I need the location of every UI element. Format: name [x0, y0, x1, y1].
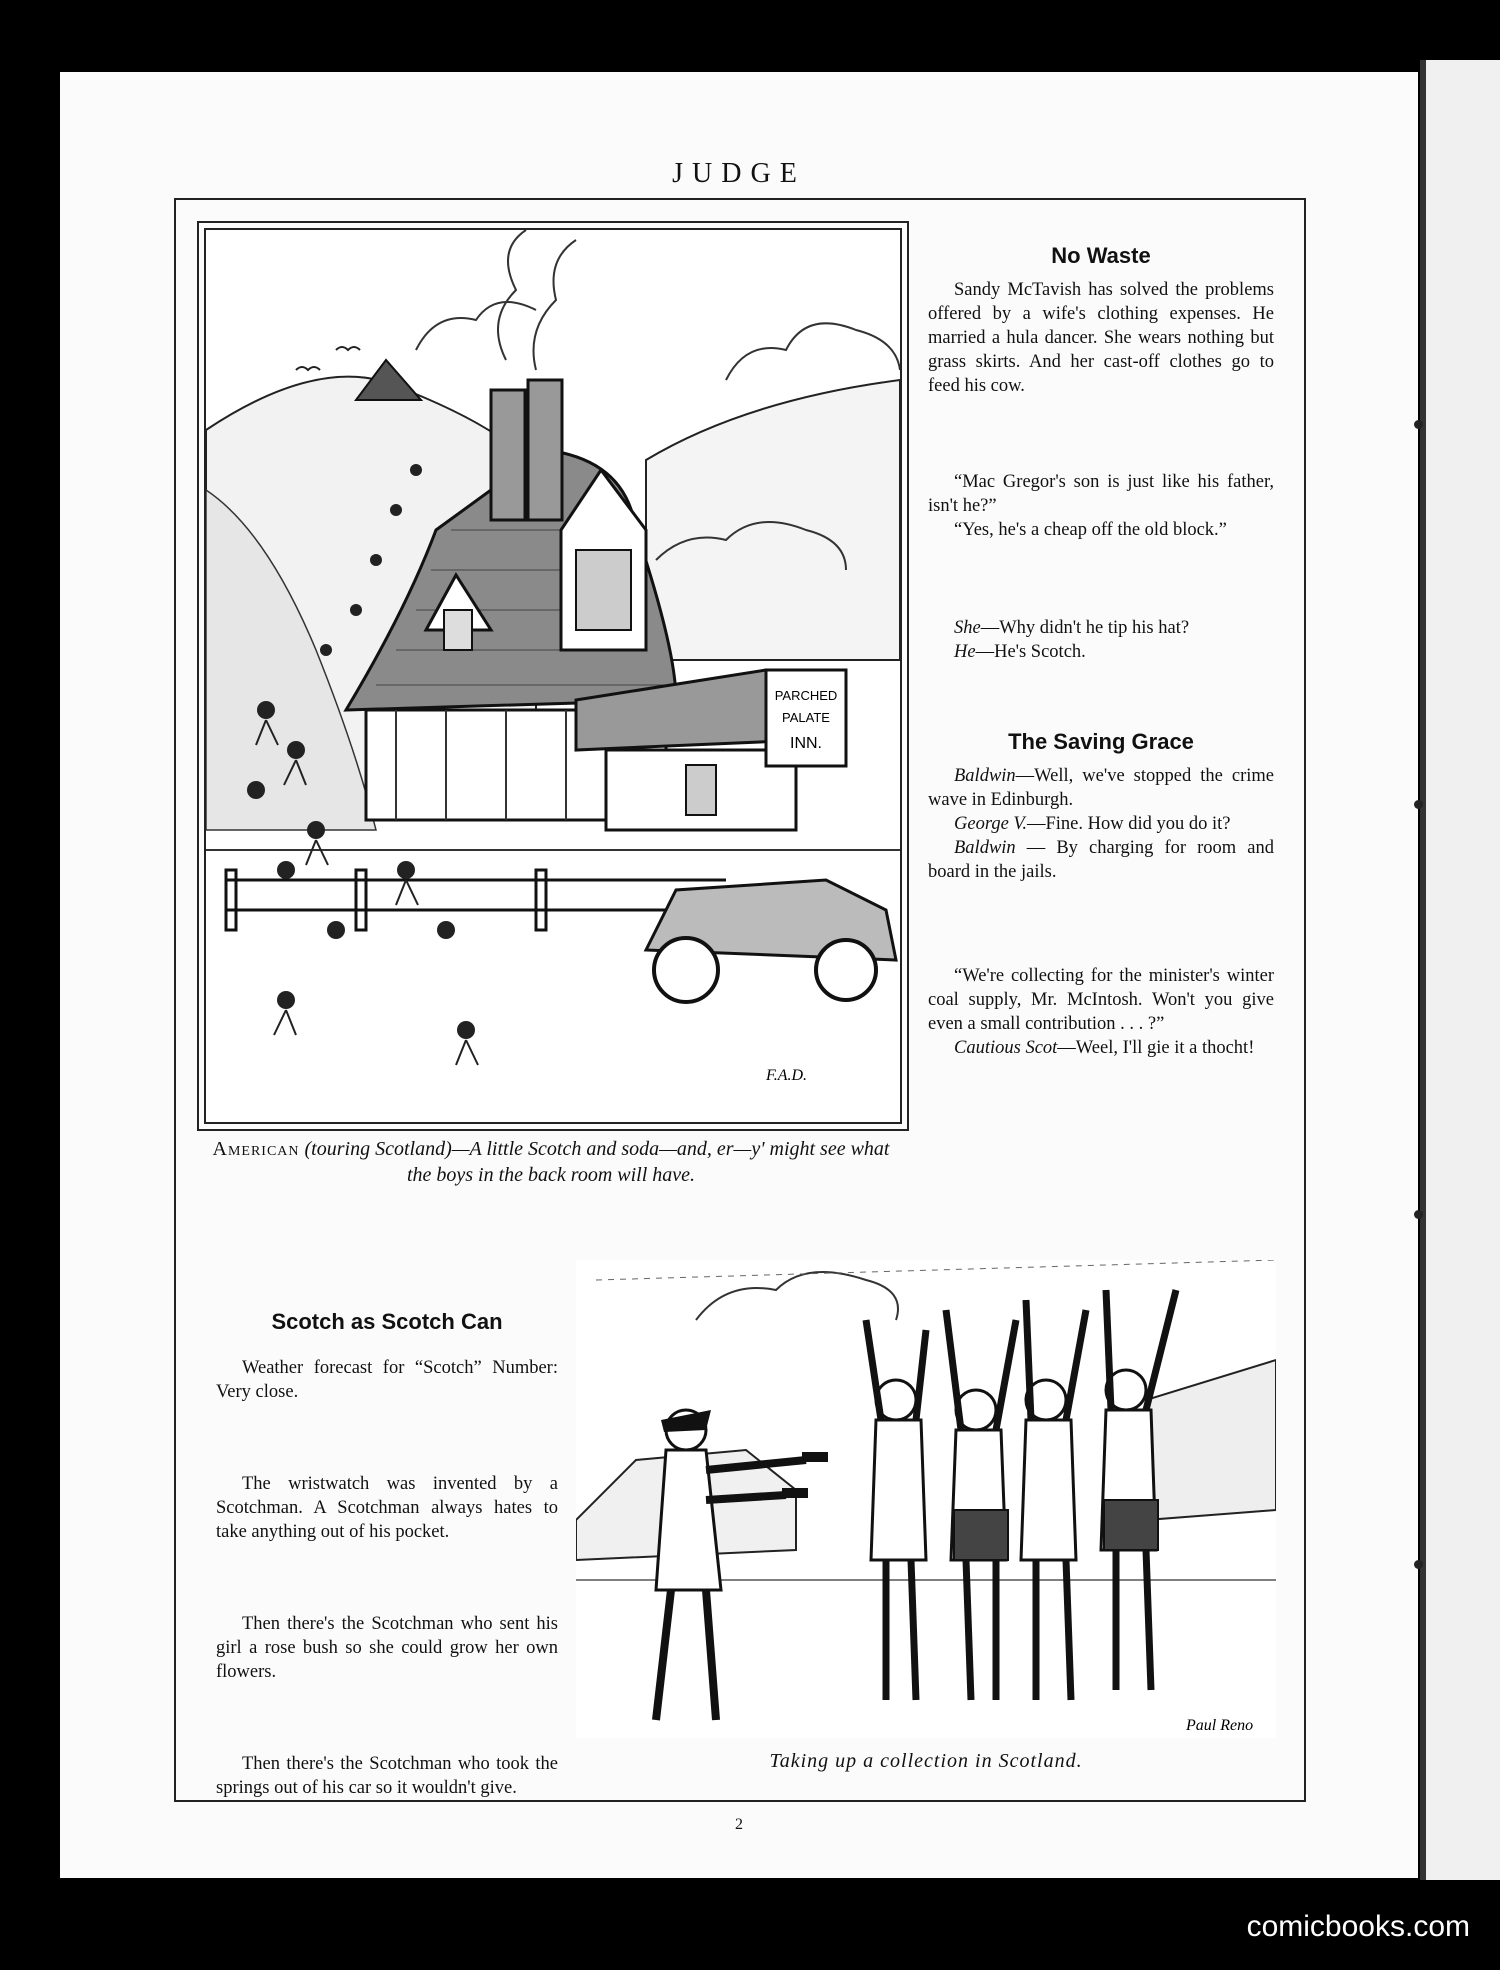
macgregor-answer: “Yes, he's a cheap off the old block.”	[954, 520, 1227, 540]
baldwin-line-1	[928, 764, 1274, 812]
magazine-page	[60, 72, 1418, 1878]
car-springs-paragraph: Then there's the Scotchman who took the springs out of his car so it wouldn't give.	[216, 1754, 558, 1798]
cautious-scot-line	[928, 1036, 1274, 1060]
he-label: He	[954, 642, 976, 662]
baldwin-label-2: Baldwin	[954, 838, 1016, 858]
macgregor-question: “Mac Gregor's son is just like his father, isn't he?”	[928, 472, 1274, 516]
he-text: —He's Scotch.	[975, 642, 1086, 662]
he-line	[928, 640, 1274, 664]
george-line	[928, 812, 1274, 836]
cartoon1-signature: F.A.D.	[766, 1067, 808, 1084]
saving-grace-heading: The Saving Grace	[1008, 729, 1194, 754]
caption1-lead: American	[212, 1138, 300, 1160]
cartoon-holdup-illustration	[576, 1260, 1276, 1738]
cartoon1-caption	[206, 1136, 896, 1188]
masthead: JUDGE	[672, 158, 806, 189]
baldwin-label-1: Baldwin	[954, 766, 1016, 786]
cartoon-inn-illustration	[204, 228, 902, 1124]
she-label: She	[954, 618, 981, 638]
rose-bush-paragraph: Then there's the Scotchman who sent his girl a rose bush so she could grow her own flowers.	[216, 1614, 558, 1682]
site-watermark: comicbooks.com	[1246, 1910, 1470, 1943]
she-line	[928, 616, 1274, 640]
left-column	[216, 1310, 558, 1800]
inn-sign-line-2: PALATE	[782, 710, 830, 725]
baldwin-text-2: — By charging for room and board in the jails.	[928, 838, 1274, 882]
she-text: —Why didn't he tip his hat?	[980, 618, 1190, 638]
no-waste-paragraph: Sandy McTavish has solved the problems offered by a wife's clothing expenses. He married a hula dancer. She wears nothing but grass skirts. And her cast-off clothes go to feed his cow.	[928, 280, 1274, 396]
cautious-scot-label: Cautious Scot	[954, 1038, 1058, 1058]
inn-sign-line-1: PARCHED	[774, 688, 838, 703]
weather-paragraph: Weather forecast for “Scotch” Number: Very close.	[216, 1358, 558, 1402]
george-label: George V.	[954, 814, 1027, 834]
wristwatch-paragraph: The wristwatch was invented by a Scotchman. A Scotchman always hates to take anything out of his pocket.	[216, 1474, 558, 1542]
cartoon2-caption: Taking up a collection in Scotland.	[769, 1750, 1083, 1772]
page-number: 2	[735, 1816, 743, 1833]
cautious-scot-text: —Weel, I'll gie it a thocht!	[1057, 1038, 1255, 1058]
inn-sign-line-3: INN.	[790, 735, 822, 752]
right-column	[928, 244, 1274, 1060]
cartoon2-signature: Paul Reno	[1186, 1717, 1254, 1734]
content-frame	[174, 198, 1306, 1802]
george-text: —Fine. How did you do it?	[1026, 814, 1231, 834]
holdup-drawing	[576, 1260, 1276, 1738]
baldwin-line-2	[928, 836, 1274, 884]
inn-drawing	[206, 230, 900, 1122]
scotch-can-heading: Scotch as Scotch Can	[271, 1309, 503, 1334]
collection-paragraph: “We're collecting for the minister's winter coal supply, Mr. McIntosh. Won't you give even a small contribution . . . ?”	[928, 966, 1274, 1034]
no-waste-heading: No Waste	[1051, 243, 1151, 268]
baldwin-text-1: —Well, we've stopped the crime wave in Edinburgh.	[928, 766, 1274, 810]
facing-page-edge	[1420, 60, 1500, 1880]
caption1-rest: (touring Scotland)—A little Scotch and soda—and, er—y' might see what the boys in the back room will have.	[299, 1138, 890, 1186]
